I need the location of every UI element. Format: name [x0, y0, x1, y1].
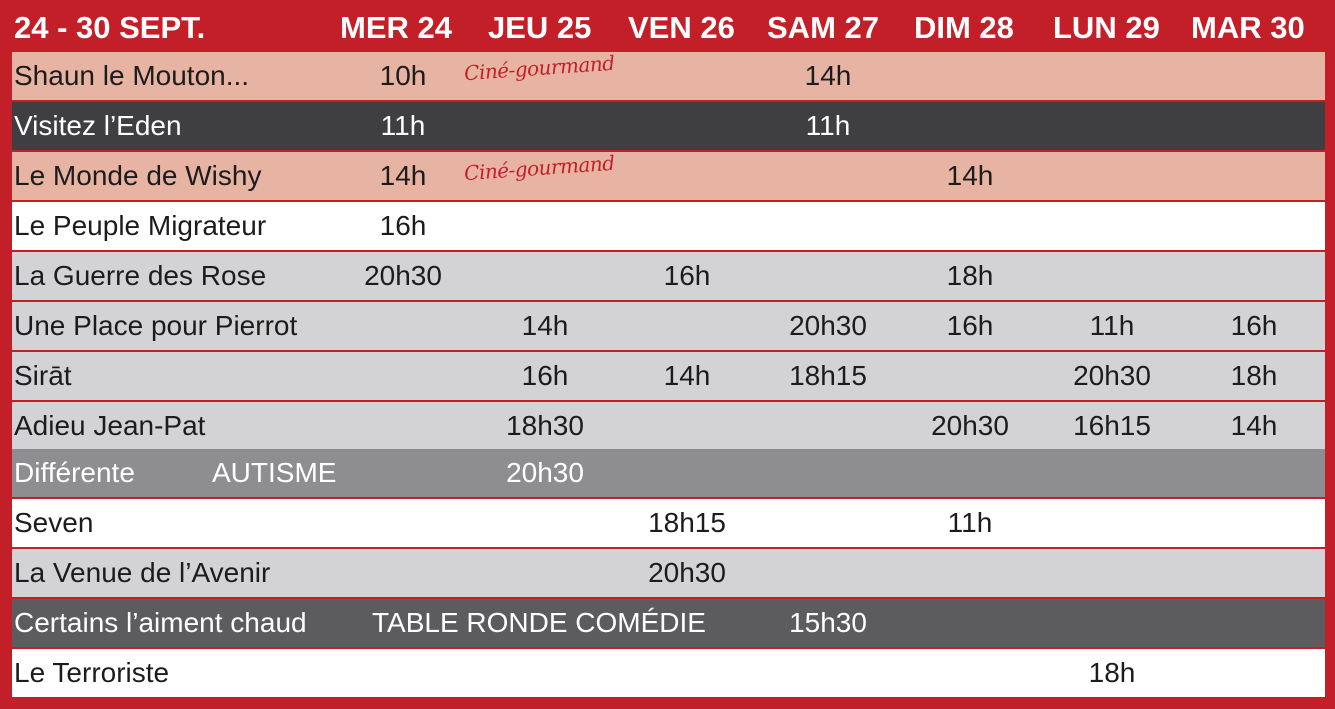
showtime: 14h [521, 310, 569, 341]
showtime: 16h [1230, 310, 1278, 341]
film-row [12, 102, 1325, 150]
showtime: 20h30 [1073, 360, 1151, 391]
schedule-header [0, 0, 1335, 60]
day-header-dim: DIM 28 [914, 10, 1014, 45]
week-range: 24 - 30 SEPT. [14, 10, 206, 45]
showtime: 18h15 [789, 360, 867, 391]
film-title: Certains l’aiment chaud [14, 607, 307, 638]
showtime: 18h [1088, 657, 1136, 688]
film-title: La Guerre des Rose [14, 260, 267, 291]
film-row [12, 549, 1325, 597]
showtime: 14h [379, 160, 427, 191]
day-header-ven: VEN 26 [628, 10, 735, 45]
day-header-jeu: JEU 25 [488, 10, 592, 45]
film-row [12, 352, 1325, 400]
film-title: La Venue de l’Avenir [14, 557, 271, 588]
showtime: 20h30 [364, 260, 442, 291]
showtime: 16h [379, 210, 427, 241]
showtime: 14h [1230, 410, 1278, 441]
day-header-lun: LUN 29 [1053, 10, 1160, 45]
film-title: Le Terroriste [14, 657, 170, 688]
showtime: 18h [1230, 360, 1278, 391]
film-row [12, 499, 1325, 547]
film-title: Sirāt [14, 360, 72, 391]
film-title: Le Peuple Migrateur [14, 210, 267, 241]
film-row [12, 302, 1325, 350]
showtime: 14h [804, 60, 852, 91]
film-title: Shaun le Mouton... [14, 60, 250, 91]
showtime: 20h30 [931, 410, 1009, 441]
day-header-mer: MER 24 [340, 10, 452, 45]
showtime: 15h30 [789, 607, 867, 638]
showtime: 16h [946, 310, 994, 341]
film-title: Le Monde de Wishy [14, 160, 262, 191]
film-row [12, 152, 1325, 200]
film-row [12, 599, 1325, 647]
film-title: Différente [14, 457, 135, 488]
film-note: TABLE RONDE COMÉDIE [372, 607, 706, 638]
film-row [12, 52, 1325, 100]
showtime: 20h30 [789, 310, 867, 341]
film-note: AUTISME [212, 457, 337, 488]
showtime: 20h30 [648, 557, 726, 588]
film-title: Seven [14, 507, 94, 538]
film-row [12, 449, 1325, 497]
film-row [12, 402, 1325, 450]
film-title: Visitez l’Eden [14, 110, 182, 141]
cine-gourmand-tag: Ciné-gourmand [463, 150, 616, 186]
showtime: 16h [521, 360, 569, 391]
showtime: 14h [663, 360, 711, 391]
film-row [12, 252, 1325, 300]
film-row [12, 649, 1325, 697]
cine-gourmand-tag: Ciné-gourmand [463, 50, 616, 86]
showtime: 16h [663, 260, 711, 291]
showtime: 20h30 [506, 457, 584, 488]
day-header-sam: SAM 27 [767, 10, 879, 45]
showtime: 18h15 [648, 507, 726, 538]
showtime: 16h15 [1073, 410, 1151, 441]
showtime: 18h30 [506, 410, 584, 441]
showtime: 14h [946, 160, 994, 191]
showtime: 10h [379, 60, 427, 91]
showtime: 18h [946, 260, 994, 291]
showtime: 11h [380, 110, 426, 141]
showtime: 11h [805, 110, 851, 141]
day-header-mar: MAR 30 [1191, 10, 1305, 45]
showtime: 11h [947, 507, 993, 538]
showtime: 11h [1089, 310, 1135, 341]
film-title: Adieu Jean-Pat [14, 410, 206, 441]
film-row [12, 202, 1325, 250]
film-title: Une Place pour Pierrot [14, 310, 298, 341]
